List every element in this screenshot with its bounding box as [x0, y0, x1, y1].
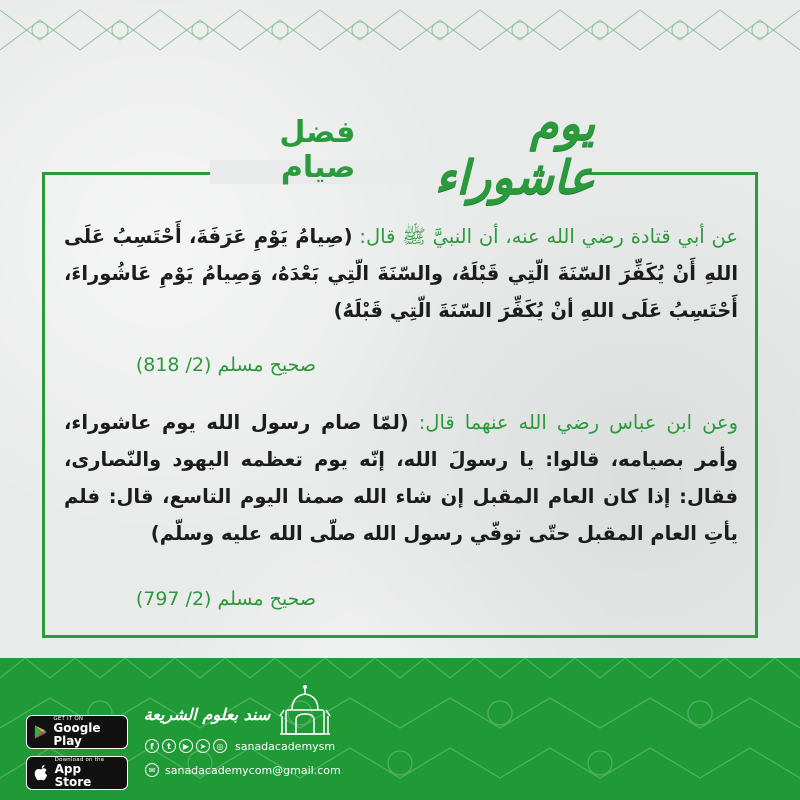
facebook-icon[interactable]: f — [145, 739, 159, 753]
page-title — [205, 95, 595, 205]
hadith-2-text: (لمّا صام رسول الله يوم عاشوراء، وأمر بصيامه، قالوا: يا رسولَ الله، إنّه يوم تعظمه اليهود والنّصارى، فقال: إذا كان العام المقبل إن شاء الله صمنا اليوم التاسع، قال: فلم يأتِ العام المقبل حتّى توفّي رسول الله صلّى الله عليه وسلّم) — [64, 411, 738, 545]
hadith-2-source: صحيح مسلم (2/ 797) — [135, 588, 316, 610]
google-play-label: Google Play — [53, 721, 101, 748]
hadith-2-intro: وعن ابن عباس رضي الله عنهما قال: — [418, 411, 738, 434]
email-row — [145, 763, 341, 777]
email-icon: ✉ — [145, 763, 159, 777]
hadith-1-text: (صِيامُ يَوْمِ عَرَفَةَ، أَحْتَسِبُ عَلَى اللهِ أَنْ يُكَفِّرَ السّنَةَ الّتِي قَبْلَهُ، والسّنَةَ الّتِي بَعْدَهُ، وَصِيامُ يَوْمِ عَاشُوراءَ، أَحْتَسِبُ عَلَى اللهِ أنْ يُكَفِّرَ السّنَةَ الّتِي قَبْلَهُ) — [64, 225, 738, 322]
app-store-button[interactable] — [26, 756, 128, 790]
telegram-icon[interactable]: ➤ — [196, 739, 210, 753]
instagram-icon[interactable]: ◎ — [213, 739, 227, 753]
top-pattern-decoration — [0, 0, 800, 70]
title-prefix: فضل صيام — [279, 115, 356, 185]
youtube-icon[interactable]: ▶ — [179, 739, 193, 753]
google-play-icon — [34, 723, 47, 741]
hadith-1 — [64, 218, 738, 329]
social-handle[interactable]: sanadacademysm — [235, 739, 336, 753]
email-address[interactable]: sanadacademycom@gmail.com — [165, 763, 341, 777]
brand-name: سند بعلوم الشريعة — [143, 705, 271, 724]
apple-icon — [34, 764, 49, 782]
hadith-2 — [64, 404, 738, 552]
google-play-button[interactable] — [26, 715, 128, 749]
app-store-small-label: Download on the — [54, 757, 105, 763]
title-calligraphy: يوم عاشوراء — [434, 96, 595, 204]
hadith-1-source: صحيح مسلم (2/ 818) — [135, 354, 316, 376]
social-links — [145, 739, 335, 753]
app-store-label: App Store — [54, 762, 92, 789]
google-play-small-label: GET IT ON — [53, 716, 84, 722]
twitter-icon[interactable]: t — [162, 739, 176, 753]
hadith-1-intro: عن أبي قتادة رضي الله عنه، أن النبيَّ ﷺ قال: — [359, 225, 738, 248]
